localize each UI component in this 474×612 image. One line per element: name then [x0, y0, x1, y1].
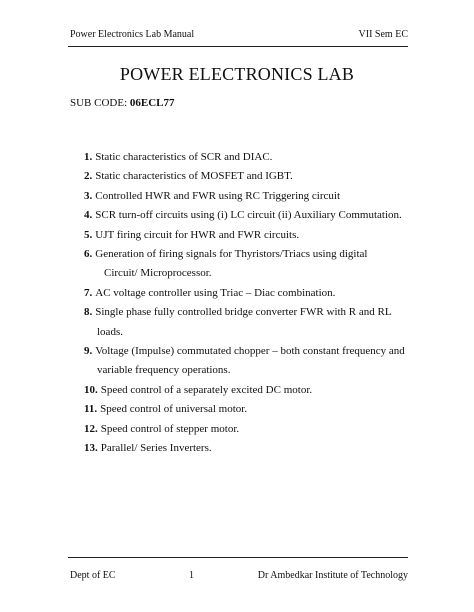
experiment-item	[84, 148, 414, 167]
header-rule	[68, 46, 408, 47]
experiment-text: Generation of firing signals for Thyristors/Triacs using digital	[95, 248, 368, 261]
experiment-item	[84, 284, 414, 303]
footer-institute: Dr Ambedkar Institute of Technology	[257, 570, 408, 581]
experiment-item	[84, 303, 414, 342]
experiment-text: Static characteristics of SCR and DIAC.	[95, 151, 273, 163]
experiment-text: AC voltage controller using Triac – Diac combination.	[95, 286, 336, 299]
subject-code	[70, 97, 175, 109]
experiment-number: 8.	[84, 306, 93, 319]
footer-department: Dept of EC	[70, 570, 116, 581]
experiment-number: 5.	[84, 228, 93, 241]
subject-code-label: SUB CODE:	[70, 97, 130, 109]
experiment-number: 3.	[84, 189, 93, 202]
experiment-item	[84, 245, 414, 284]
experiment-number: 9.	[84, 345, 93, 358]
experiment-text: SCR turn-off circuits using (i) LC circuit (ii) Auxiliary Commutation.	[95, 209, 402, 222]
subject-code-value: 06ECL77	[129, 97, 175, 109]
experiment-item	[84, 342, 414, 381]
experiment-number: 6.	[84, 248, 93, 261]
experiment-text-continued: loads.	[97, 325, 123, 338]
experiment-number: 7.	[84, 286, 93, 299]
experiment-number: 11.	[84, 403, 98, 416]
experiment-number: 13.	[84, 442, 98, 455]
experiment-number: 12.	[84, 422, 98, 435]
experiment-item	[84, 226, 414, 245]
experiment-text: UJT firing circuit for HWR and FWR circuits.	[95, 228, 300, 241]
experiment-number: 2.	[84, 170, 93, 183]
experiment-text: Voltage (Impulse) commutated chopper – both constant frequency and	[95, 345, 405, 358]
experiment-text-continued: Circuit/ Microprocessor.	[104, 267, 212, 280]
experiment-list	[84, 148, 414, 459]
header-semester: VII Sem EC	[358, 29, 408, 40]
experiment-text: Parallel/ Series Inverters.	[100, 442, 212, 455]
experiment-item	[84, 439, 414, 458]
experiment-text: Speed control of a separately excited DC motor.	[100, 383, 313, 396]
experiment-text: Speed control of universal motor.	[100, 403, 248, 416]
experiment-item	[84, 381, 414, 400]
experiment-item	[84, 400, 414, 419]
footer-page-number: 1	[189, 570, 194, 581]
experiment-item	[84, 420, 414, 439]
header-manual-title: Power Electronics Lab Manual	[70, 29, 195, 40]
experiment-text: Speed control of stepper motor.	[100, 422, 240, 435]
experiment-number: 10.	[84, 383, 98, 396]
experiment-item	[84, 206, 414, 225]
experiment-text: Single phase fully controlled bridge converter FWR with R and RL	[95, 306, 392, 319]
experiment-text: Controlled HWR and FWR using RC Triggering circuit	[95, 189, 340, 202]
experiment-number: 1.	[84, 151, 93, 163]
experiment-item	[84, 187, 414, 206]
experiment-text: Static characteristics of MOSFET and IGBT.	[95, 170, 293, 183]
experiment-item	[84, 167, 414, 186]
page-title: POWER ELECTRONICS LAB	[119, 64, 355, 84]
experiment-text-continued: variable frequency operations.	[97, 364, 231, 377]
footer-rule	[68, 557, 408, 558]
experiment-number: 4.	[84, 209, 93, 222]
